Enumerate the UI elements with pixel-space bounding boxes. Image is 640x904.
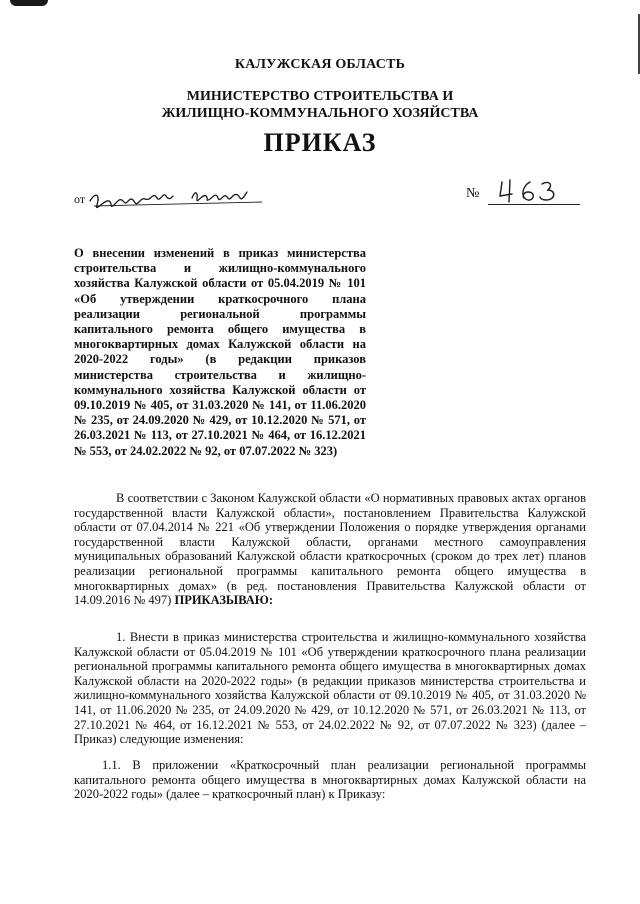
- ministry-heading: [0, 88, 640, 122]
- handwritten-number: [496, 176, 586, 206]
- handwritten-date-signature: [74, 184, 274, 212]
- item-1-1-paragraph: 1.1. В приложении «Краткосрочный план реализации региональной программы капитального ремонта общего имущества в многоквартирных домах Калужской области на 2020-2022 годы» (далее – краткосрочный план) к Приказу:: [74, 758, 586, 802]
- scan-artifact: [10, 0, 48, 6]
- preamble-paragraph: [74, 491, 586, 608]
- number-underline: [488, 204, 580, 205]
- order-date: [74, 184, 274, 212]
- item-1-number: 1.: [116, 630, 126, 644]
- region-heading: КАЛУЖСКАЯ ОБЛАСТЬ: [234, 57, 406, 72]
- ministry-line-1: МИНИСТЕРСТВО СТРОИТЕЛЬСТВА И: [186, 89, 454, 104]
- item-1-text: Внести в приказ министерства строительства и жилищно-коммунального хозяйства Калужской области от 05.04.2019 № 101 «Об утверждении краткосрочного плана реализации региональной программы капитального ремонта общего имущества в многоквартирных домах Калужской области на 2020-2022 годы» (в редакции приказов министерства строительства и жилищно-коммунального хозяйства Калужской области от 09.10.2019 № 405, от 31.03.2020 № 141, от 11.06.2020 № 235, от 24.09.2020 № 429, от 10.12.2020 № 571, от 26.03.2021 № 113, от 27.10.2021 № 464, от 16.12.2021 № 553, от 24.02.2022 № 92, от 07.07.2022 № 323) (далее – Приказ) следующие изменения:: [74, 630, 587, 747]
- number-label: №: [466, 186, 480, 201]
- preamble-text: В соответствии с Законом Калужской области «О нормативных правовых актах органов государственной власти Калужской области», постановлением Правительства Калужской области от 07.04.2014 № 221 «Об утверждении Положения о порядке утверждения органами государственной власти Калужской области, органами местного самоуправления муниципальных образований Калужской области краткосрочных (сроком до трех лет) планов реализации региональной программы капитального ремонта общего имущества в многоквартирных домах» (в ред. постановления Правительства Калужской области от 14.09.2016 № 497): [74, 491, 586, 608]
- order-subject: О внесении изменений в приказ министерства строительства и жилищно-коммунального хозяйства Калужской области от 05.04.2019 № 101 «Об утверждении краткосрочного плана реализации региональной программы капитального ремонта общего имущества в многоквартирных домах Калужской области на 2020-2022 годы» (в редакции приказов министерства строительства и жилищно-коммунального хозяйства Калужской области от 09.10.2019 № 405, от 31.03.2020 № 141, от 11.06.2020 № 235, от 24.09.2020 № 429, от 10.12.2020 № 571, от 26.03.2021 № 113, от 27.10.2021 № 464, от 16.12.2021 № 553, от 24.02.2022 № 92, от 07.07.2022 № 323): [74, 246, 366, 458]
- ministry-line-2: ЖИЛИЩНО-КОММУНАЛЬНОГО ХОЗЯЙСТВА: [161, 106, 479, 121]
- document-type-title: ПРИКАЗ: [263, 128, 377, 157]
- order-directive: ПРИКАЗЫВАЮ:: [174, 593, 274, 608]
- order-number: [466, 180, 586, 210]
- date-prefix: от: [74, 192, 86, 206]
- item-1-paragraph: [74, 630, 586, 747]
